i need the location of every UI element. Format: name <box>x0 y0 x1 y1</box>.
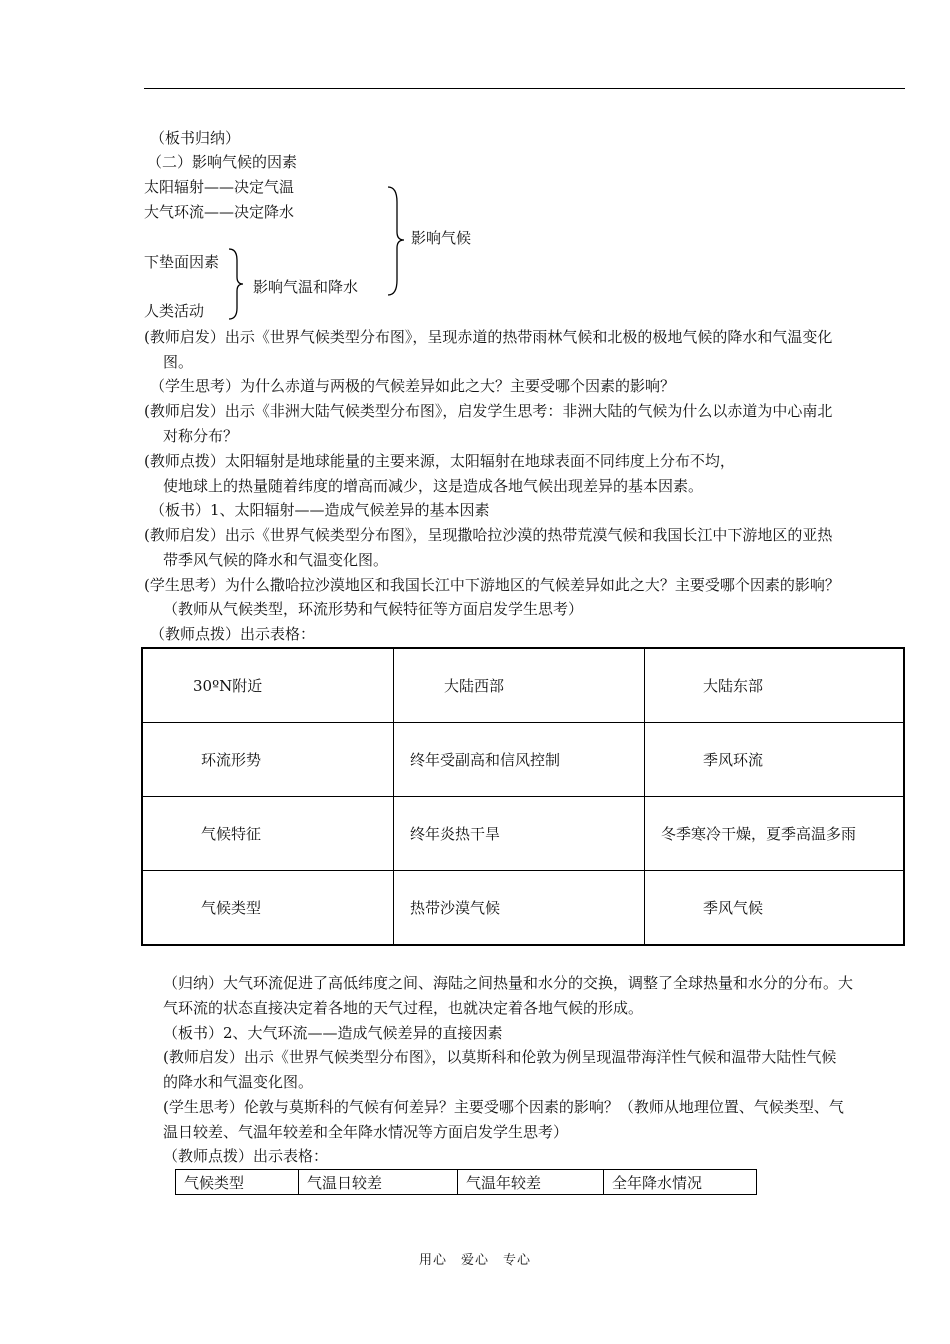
paragraph-line: (学生思考）伦敦与莫斯科的气候有何差异？主要受哪个因素的影响？（教师从地理位置、气候类型、气 <box>163 1098 844 1116</box>
table-header-cell: 气候类型 <box>176 1170 299 1195</box>
table-cell: 终年受副高和信风控制 <box>394 723 645 797</box>
table-cell: 冬季寒冷干燥，夏季高温多雨 <box>645 797 905 871</box>
factor-surface: 下垫面因素 <box>144 253 220 271</box>
paragraph-line: 温日较差、气温年较差和全年降水情况等方面启发学生思考） <box>163 1123 569 1141</box>
paragraph-line: 带季风气候的降水和气温变化图。 <box>163 551 389 569</box>
factor-circulation: 大气环流——决定降水 <box>144 203 295 221</box>
paragraph-line: （教师点拨）出示表格： <box>163 1147 329 1165</box>
table-row <box>142 723 904 797</box>
table-row <box>142 648 904 723</box>
table-cell: 季风环流 <box>645 723 905 797</box>
outer-brace-label: 影响气候 <box>411 229 472 247</box>
paragraph-line: (学生思考）为什么撒哈拉沙漠地区和我国长江中下游地区的气候差异如此之大？主要受哪个因素的影响？ <box>144 576 840 594</box>
paragraph-line: （教师点拨）出示表格： <box>150 625 316 643</box>
paragraph-line: （学生思考）为什么赤道与两极的气候差异如此之大？主要受哪个因素的影响？ <box>150 377 676 395</box>
table-cell: 气候特征 <box>142 797 394 871</box>
paragraph-line: (教师启发）出示《世界气候类型分布图》，呈现撒哈拉沙漠的热带荒漠气候和我国长江中下游地区的亚热 <box>144 526 833 544</box>
paragraph-line: （板书）1、太阳辐射——造成气候差异的基本因素 <box>150 501 490 519</box>
table-cell: 热带沙漠气候 <box>394 871 645 946</box>
paragraph-line: (教师启发）出示《非洲大陆气候类型分布图》，启发学生思考：非洲大陆的气候为什么以赤道为中心南北 <box>144 402 833 420</box>
paragraph-line: 使地球上的热量随着纬度的增高而减少，这是造成各地气候出现差异的基本因素。 <box>163 477 704 495</box>
header-rule <box>144 88 905 89</box>
page-footer: 用心 爱心 专心 <box>418 1253 531 1268</box>
table-cell: 终年炎热干旱 <box>394 797 645 871</box>
table-cell: 大陆西部 <box>394 648 645 723</box>
section-heading: （二）影响气候的因素 <box>147 153 298 171</box>
factor-solar: 太阳辐射——决定气温 <box>144 178 295 196</box>
paragraph-line: （归纳）大气环流促进了高低纬度之间、海陆之间热量和水分的交换，调整了全球热量和水分的分布。大 <box>163 974 854 992</box>
circulation-comparison-table <box>141 647 905 946</box>
table-row <box>176 1170 757 1195</box>
paragraph-line: 的降水和气温变化图。 <box>163 1073 314 1091</box>
paragraph-line: 对称分布？ <box>163 427 239 445</box>
table-cell: 季风气候 <box>645 871 905 946</box>
table-cell: 大陆东部 <box>645 648 905 723</box>
paragraph-line: (教师点拨）太阳辐射是地球能量的主要来源，太阳辐射在地球表面不同纬度上分布不均， <box>144 452 735 470</box>
table-cell: 环流形势 <box>142 723 394 797</box>
paragraph-line: (教师启发）出示《世界气候类型分布图》，以莫斯科和伦敦为例呈现温带海洋性气候和温带大陆性气候 <box>163 1048 837 1066</box>
table-row <box>142 797 904 871</box>
paragraph-line: (教师启发）出示《世界气候类型分布图》，呈现赤道的热带雨林气候和北极的极地气候的降水和气温变化 <box>144 328 833 346</box>
board-summary-heading: （板书归纳） <box>150 129 241 147</box>
climate-comparison-table <box>175 1169 757 1195</box>
table-row <box>142 871 904 946</box>
paragraph-line: 图。 <box>163 353 194 371</box>
table-header-cell: 气温年较差 <box>458 1170 604 1195</box>
outer-brace <box>385 184 407 298</box>
table-cell: 30ºN附近 <box>142 648 394 723</box>
table-header-cell: 气温日较差 <box>299 1170 458 1195</box>
paragraph-line: （教师从气候类型，环流形势和气候特征等方面启发学生思考） <box>163 600 584 618</box>
inner-brace-label: 影响气温和降水 <box>253 278 359 296</box>
paragraph-line: 气环流的状态直接决定着各地的天气过程，也就决定着各地气候的形成。 <box>163 999 644 1017</box>
factor-human: 人类活动 <box>144 302 205 320</box>
table-cell: 气候类型 <box>142 871 394 946</box>
table-header-cell: 全年降水情况 <box>604 1170 757 1195</box>
paragraph-line: （板书）2、大气环流——造成气候差异的直接因素 <box>163 1024 503 1042</box>
inner-brace <box>226 246 246 322</box>
